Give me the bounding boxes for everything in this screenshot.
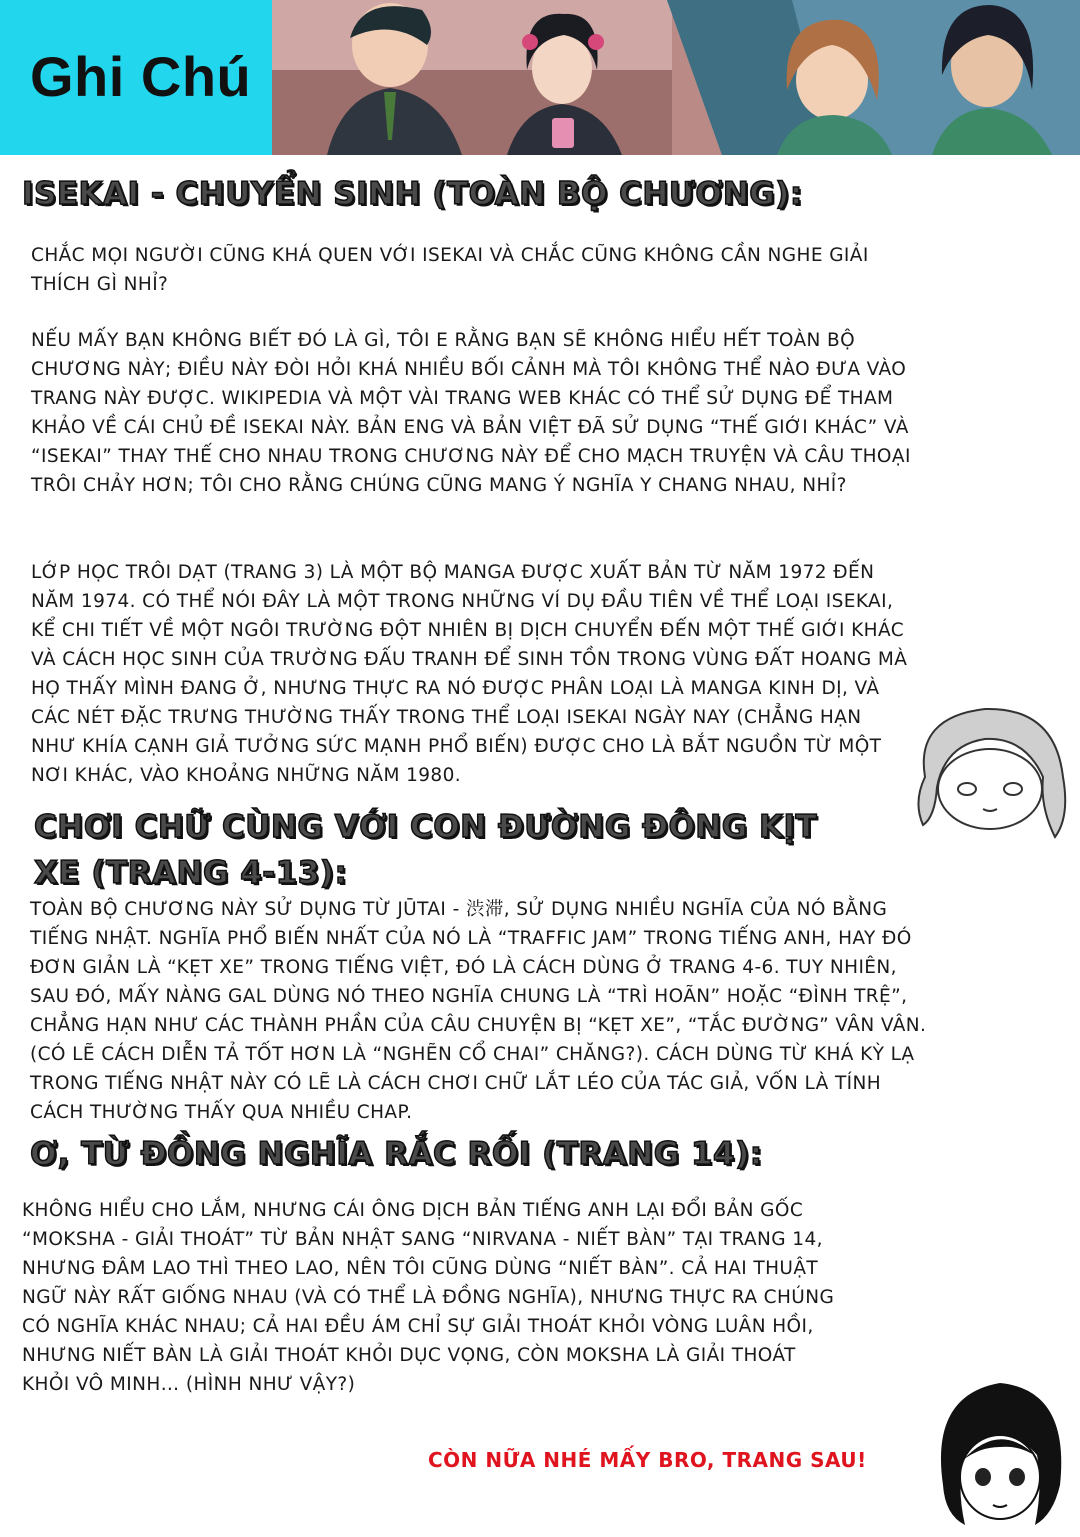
section-heading-isekai: ISEKAI - CHUYỂN SINH (TOÀN BỘ CHƯƠNG): [22, 176, 803, 212]
sketch-girl-wavy-hair-image [905, 697, 1075, 847]
page-title: Ghi Chú [30, 45, 252, 108]
manga-banner-image [272, 0, 1080, 155]
paragraph-moksha-nirvana: KHÔNG HIỂU CHO LẮM, NHƯNG CÁI ÔNG DỊCH BẢN TIẾNG ANH LẠI ĐỔI BẢN GỐC “MOKSHA - GIẢI THOÁT” TỪ BẢN NHẬT SANG “NIRVANA - NIẾT BÀN” TẠI TRANG 14, NHƯNG ĐÂM LAO THÌ THEO LAO, NÊN TÔI CŨNG DÙNG “NIẾT BÀN”. CẢ HAI THUẬT NGỮ NÀY RẤT GIỐNG NHAU (VÀ CÓ THỂ LÀ ĐỒNG NGHĨA), NHƯNG THỰC RA CHÚNG CÓ NGHĨA KHÁC NHAU; CẢ HAI ĐỀU ÁM CHỈ SỰ GIẢI THOÁT KHỎI VÒNG LUÂN HỒI, NHƯNG NIẾT BÀN LÀ GIẢI THOÁT KHỎI DỤC VỌNG, CÒN MOKSHA LÀ GIẢI THOÁT KHỎI VÔ MINH… (HÌNH NHƯ VẬY?) [22, 1200, 835, 1395]
section-heading-wordplay: CHƠI CHỮ CÙNG VỚI CON ĐƯỜNG ĐÔNG KỊT XE (TRANG 4-13): [34, 809, 818, 891]
paragraph-isekai-context: NẾU MẤY BẠN KHÔNG BIẾT ĐÓ LÀ GÌ, TÔI E RẰNG BẠN SẼ KHÔNG HIỂU HẾT TOÀN BỘ CHƯƠNG NÀY; ĐIỀU NÀY ĐÒI HỎI KHÁ NHIỀU BỐI CẢNH MÀ TÔI KHÔNG THỂ NÀO ĐƯA VÀO TRANG NÀY ĐƯỢC. WIKIPEDIA VÀ MỘT VÀI TRANG WEB KHÁC CÓ THỂ SỬ DỤNG ĐỂ THAM KHẢO VỀ CÁI CHỦ ĐỀ ISEKAI NÀY. BẢN ENG VÀ BẢN VIỆT ĐÃ SỬ DỤNG “THẾ GIỚI KHÁC” VÀ “ISEKAI” THAY THẾ CHO NHAU TRONG CHƯƠNG NÀY ĐỂ CHO MẠCH TRUYỆN VÀ CÂU THOẠI TRÔI CHẢY HƠN; TÔI CHO RẰNG CHÚNG CŨNG MANG Ý NGHĨA Y CHANG NHAU, NHỈ? [31, 330, 911, 496]
paragraph-isekai-intro: CHẮC MỌI NGƯỜI CŨNG KHÁ QUEN VỚI ISEKAI VÀ CHẮC CŨNG KHÔNG CẦN NGHE GIẢI THÍCH GÌ NHỈ? [31, 245, 869, 295]
continue-next-page-note: CÒN NỮA NHÉ MẤY BRO, TRANG SAU! [428, 1448, 867, 1472]
section-heading-synonyms: Ơ, TỪ ĐỒNG NGHĨA RẮC RỐI (TRANG 14): [30, 1136, 763, 1172]
paragraph-jutai-wordplay: TOÀN BỘ CHƯƠNG NÀY SỬ DỤNG TỪ JŪTAI - 渋滞, SỬ DỤNG NHIỀU NGHĨA CỦA NÓ BẰNG TIẾNG NHẬT. NGHĨA PHỔ BIẾN NHẤT CỦA NÓ LÀ “TRAFFIC JAM” TRONG TIẾNG ANH, HAY ĐÓ ĐƠN GIẢN LÀ “KẸT XE” TRONG TIẾNG VIỆT, ĐÓ LÀ CÁCH DÙNG Ở TRANG 4-6. TUY NHIÊN, SAU ĐÓ, MẤY NÀNG GAL DÙNG NÓ THEO NGHĨA CHUNG LÀ “TRÌ HOÃN” HOẶC “ĐÌNH TRỆ”, CHẲNG HẠN NHƯ CÁC THÀNH PHẦN CỦA CÂU CHUYỆN BỊ “KẸT XE”, “TẮC ĐƯỜNG” VÂN VÂN. (CÓ LẼ CÁCH DIỄN TẢ TỐT HƠN LÀ “NGHẼN CỔ CHAI” CHĂNG?). CÁCH DÙNG TỪ KHÁ KỲ LẠ TRONG TIẾNG NHẬT NÀY CÓ LẼ LÀ CÁCH CHƠI CHỮ LẮT LÉO CỦA TÁC GIẢ, VỐN LÀ TÍNH CÁCH THƯỜNG THẤY QUA NHIỀU CHAP. [30, 899, 927, 1123]
sketch-girl-black-hair-image [925, 1365, 1075, 1537]
title-box [0, 0, 272, 155]
header-banner [0, 0, 1080, 155]
paragraph-drifting-classroom: LỚP HỌC TRÔI DẠT (TRANG 3) LÀ MỘT BỘ MANGA ĐƯỢC XUẤT BẢN TỪ NĂM 1972 ĐẾN NĂM 1974. CÓ THỂ NÓI ĐÂY LÀ MỘT TRONG NHỮNG VÍ DỤ ĐẦU TIÊN VỀ THỂ LOẠI ISEKAI, KỂ CHI TIẾT VỀ MỘT NGÔI TRƯỜNG ĐỘT NHIÊN BỊ DỊCH CHUYỂN ĐẾN MỘT THẾ GIỚI KHÁC VÀ CÁCH HỌC SINH CỦA TRƯỜNG ĐẤU TRANH ĐỂ SINH TỒN TRONG VÙNG ĐẤT HOANG MÀ HỌ THẤY MÌNH ĐANG Ở, NHƯNG THỰC RA NÓ ĐƯỢC PHÂN LOẠI LÀ MANGA KINH DỊ, VÀ CÁC NÉT ĐẶC TRƯNG THƯỜNG THẤY TRONG THỂ LOẠI ISEKAI NGÀY NAY (CHẲNG HẠN NHƯ KHÍA CẠNH GIẢ TƯỞNG SỨC MẠNH PHỔ BIẾN) ĐƯỢC CHO LÀ BẮT NGUỒN TỪ MỘT NƠI KHÁC, VÀO KHOẢNG NHỮNG NĂM 1980. [31, 562, 908, 786]
